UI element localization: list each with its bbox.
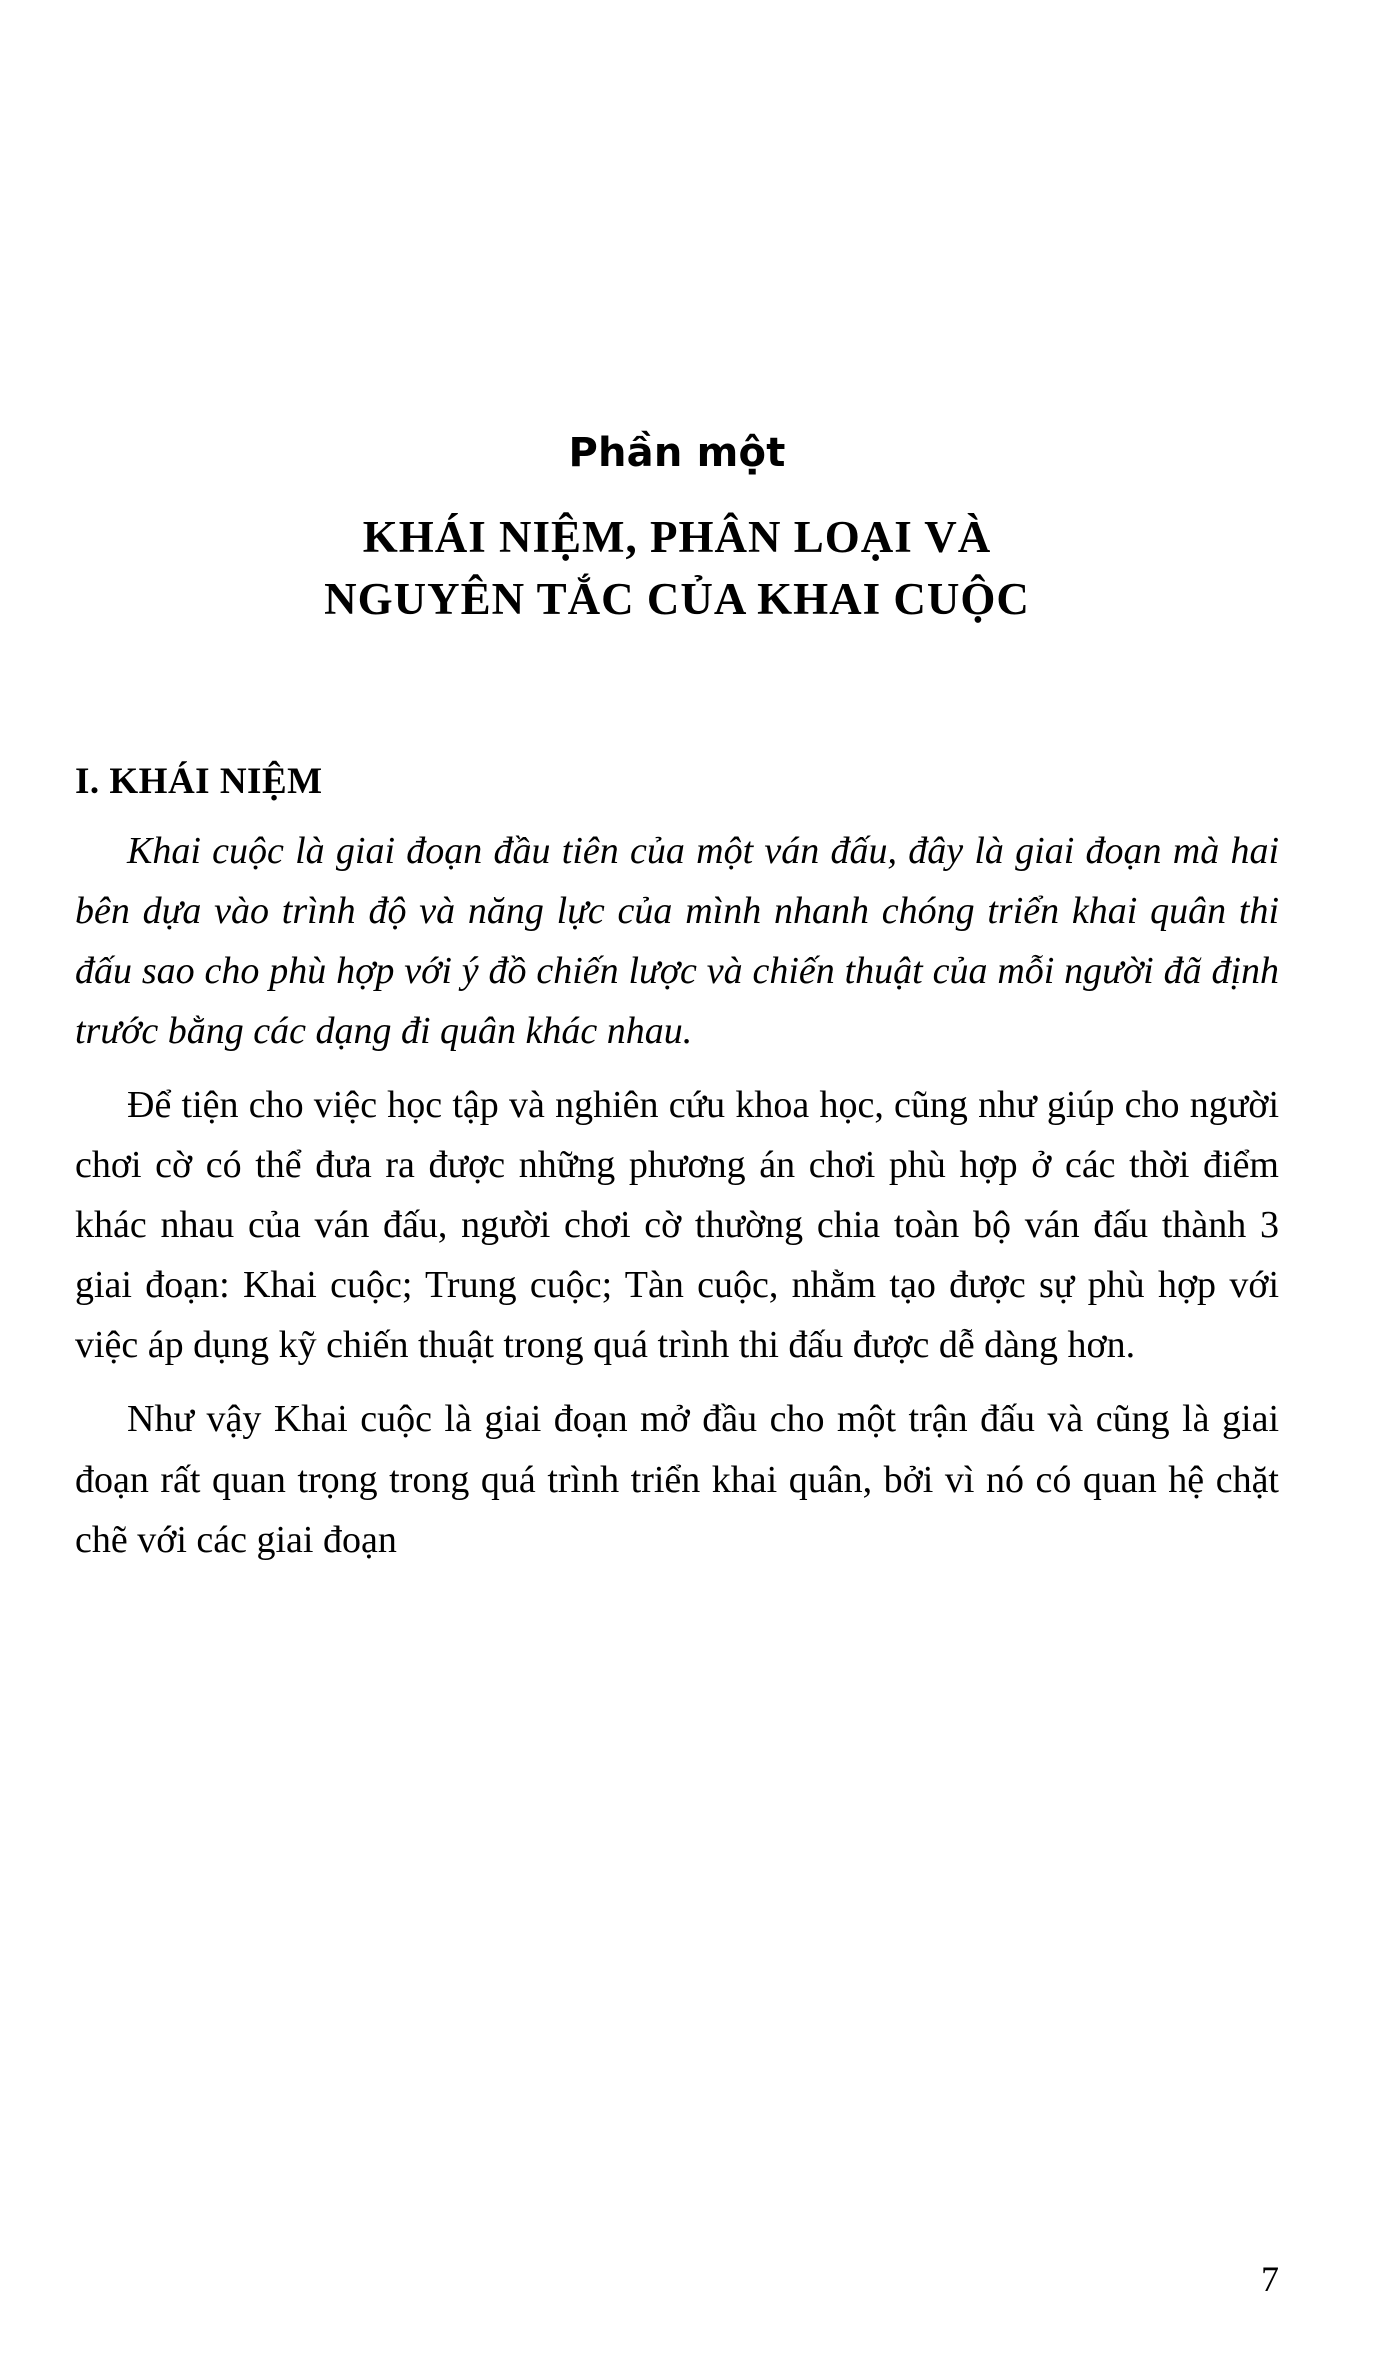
main-title-line-2: NGUYÊN TẮC CỦA KHAI CUỘC [324,574,1030,625]
main-title-line-1: KHÁI NIỆM, PHÂN LOẠI VÀ [362,512,992,562]
main-title [75,506,1279,630]
paragraph-conclusion: Như vậy Khai cuộc là giai đoạn mở đầu cho một trận đấu và cũng là giai đoạn rất quan trọng trong quá trình triển khai quân, bởi vì nó có quan hệ chặt chẽ với các giai đoạn [75,1398,1279,1561]
paragraph-phases: Để tiện cho việc học tập và nghiên cứu khoa học, cũng như giúp cho người chơi cờ có thể đưa ra được những phương án chơi phù hợp ở các thời điểm khác nhau của ván đấu, người chơi cờ thường chia toàn bộ ván đấu thành 3 giai đoạn: Khai cuộc; Trung cuộc; Tàn cuộc, nhằm tạo được sự phù hợp với việc áp dụng kỹ chiến thuật trong quá trình thi đấu được dễ dàng hơn. [75,1084,1279,1367]
paragraph-definition: Khai cuộc là giai đoạn đầu tiên của một ván đấu, đây là giai đoạn mà hai bên dựa vào trình độ và năng lực của mình nhanh chóng triển khai quân thi đấu sao cho phù hợp với ý đồ chiến lược và chiến thuật của mỗi người đã định trước bằng các dạng đi quân khác nhau. [75,830,1279,1053]
section-heading: I. KHÁI NIỆM [75,761,323,803]
page-number: 7 [1261,2259,1279,2299]
part-title: Phần một [568,430,786,476]
